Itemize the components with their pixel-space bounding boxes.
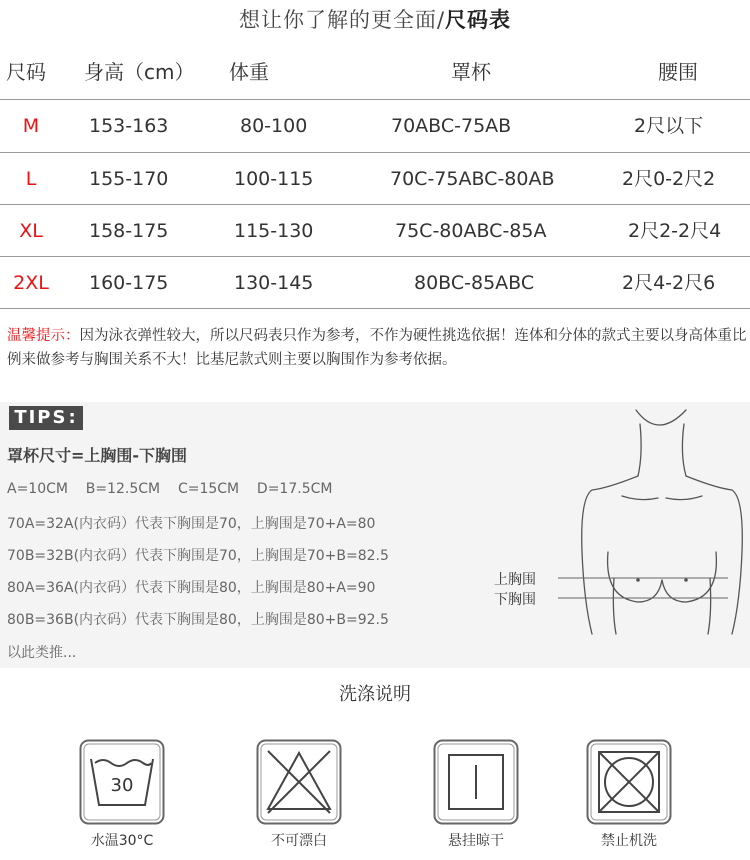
col-header-height: 身高（cm） xyxy=(84,60,195,84)
right-shoulder-arm xyxy=(686,476,742,634)
tips-example: 70B=32B(内衣码）代表下胸围是70，上胸围是70+B=82.5 xyxy=(7,548,389,564)
nipple-left xyxy=(636,578,640,582)
chin-line xyxy=(636,410,686,425)
cup-size-definitions: A=10CM B=12.5CM C=15CM D=17.5CM xyxy=(7,481,333,497)
cell-height: 160-175 xyxy=(89,272,169,294)
cell-weight: 130-145 xyxy=(234,272,314,294)
cell-size: XL xyxy=(19,220,43,242)
cell-weight: 115-130 xyxy=(234,220,314,242)
cell-waist: 2尺4-2尺6 xyxy=(622,272,716,294)
tips-example: 80B=36B(内衣码）代表下胸围是80，上胸围是80+B=92.5 xyxy=(7,612,389,628)
collarbone-right xyxy=(666,496,702,500)
neck-left xyxy=(638,424,641,476)
cell-weight: 80-100 xyxy=(240,115,308,137)
cup-formula: 罩杯尺寸=上胸围-下胸围 xyxy=(7,446,188,465)
upper-bust-label: 上胸围 xyxy=(494,572,536,588)
hang-dry-icon-box xyxy=(433,739,519,825)
table-divider xyxy=(0,308,750,309)
cell-waist: 2尺以下 xyxy=(634,115,704,137)
col-header-cup: 罩杯 xyxy=(451,60,491,84)
cell-size: L xyxy=(25,168,37,190)
no-machine-wash-icon xyxy=(586,739,672,825)
table-row xyxy=(0,100,750,152)
cell-cup: 70C-75ABC-80AB xyxy=(390,168,555,190)
cell-weight: 100-115 xyxy=(234,168,314,190)
hang-dry-icon xyxy=(433,739,519,825)
cell-height: 153-163 xyxy=(89,115,169,137)
no-bleach-label: 不可漂白 xyxy=(271,833,327,849)
neck-right xyxy=(682,424,686,476)
tips-badge-colon: : xyxy=(68,407,78,428)
breast-right xyxy=(662,552,716,602)
hang-dry-label: 悬挂晾干 xyxy=(448,833,504,849)
note-text: 因为泳衣弹性较大，所以尺码表只作为参考，不作为硬性挑选依据！连体和分体的款式主要以身高体重比例来做参考与胸围关系不大！比基尼款式则主要以胸围作为参考依据。 xyxy=(7,328,747,368)
table-row xyxy=(0,205,750,257)
tips-example: 80A=36A(内衣码）代表下胸围是80，上胸围是80+A=90 xyxy=(7,580,376,596)
cell-cup: 80BC-85ABC xyxy=(414,272,535,294)
wash-30-icon xyxy=(79,739,165,825)
left-shoulder-arm xyxy=(582,476,638,634)
cell-height: 158-175 xyxy=(89,220,169,242)
cell-height: 155-170 xyxy=(89,168,169,190)
title-bold: 尺码表 xyxy=(445,8,512,32)
no-machine-wash-label: 禁止机洗 xyxy=(601,833,657,849)
lower-bust-label: 下胸围 xyxy=(494,592,536,608)
breast-left xyxy=(608,552,662,602)
no-bleach-icon xyxy=(256,739,342,825)
table-row xyxy=(0,153,750,205)
torso-left xyxy=(613,578,616,634)
collarbone-left xyxy=(622,496,658,500)
no-bleach-icon-box xyxy=(256,739,342,825)
cell-size: 2XL xyxy=(13,272,49,294)
no-machine-wash-icon-box xyxy=(586,739,672,825)
cell-cup: 70ABC-75AB xyxy=(391,115,512,137)
col-header-size: 尺码 xyxy=(6,60,46,84)
title-prefix: 想让你了解的更全面/ xyxy=(238,8,446,32)
note-label: 温馨提示： xyxy=(7,328,80,344)
col-header-waist: 腰围 xyxy=(658,60,698,84)
tips-badge xyxy=(9,406,83,430)
cell-waist: 2尺0-2尺2 xyxy=(622,168,716,190)
cell-size: M xyxy=(22,115,40,137)
cell-cup: 75C-80ABC-85A xyxy=(395,220,547,242)
washing-title: 洗涤说明 xyxy=(339,684,411,705)
col-header-weight: 体重 xyxy=(229,60,269,84)
tips-etc: 以此类推... xyxy=(7,645,77,661)
tips-example: 70A=32A(内衣码）代表下胸围是70，上胸围是70+A=80 xyxy=(7,516,376,532)
cell-waist: 2尺2-2尺4 xyxy=(628,220,722,242)
table-row xyxy=(0,257,750,309)
tips-badge-text: TIPS xyxy=(14,407,68,428)
wash-30-label: 水温30°C xyxy=(90,833,154,849)
nipple-right xyxy=(684,578,688,582)
size-note xyxy=(7,324,747,372)
wash-temp-text: 30 xyxy=(110,775,134,796)
torso-right xyxy=(708,578,711,634)
page-title xyxy=(0,4,750,34)
wash-30-icon-box xyxy=(79,739,165,825)
